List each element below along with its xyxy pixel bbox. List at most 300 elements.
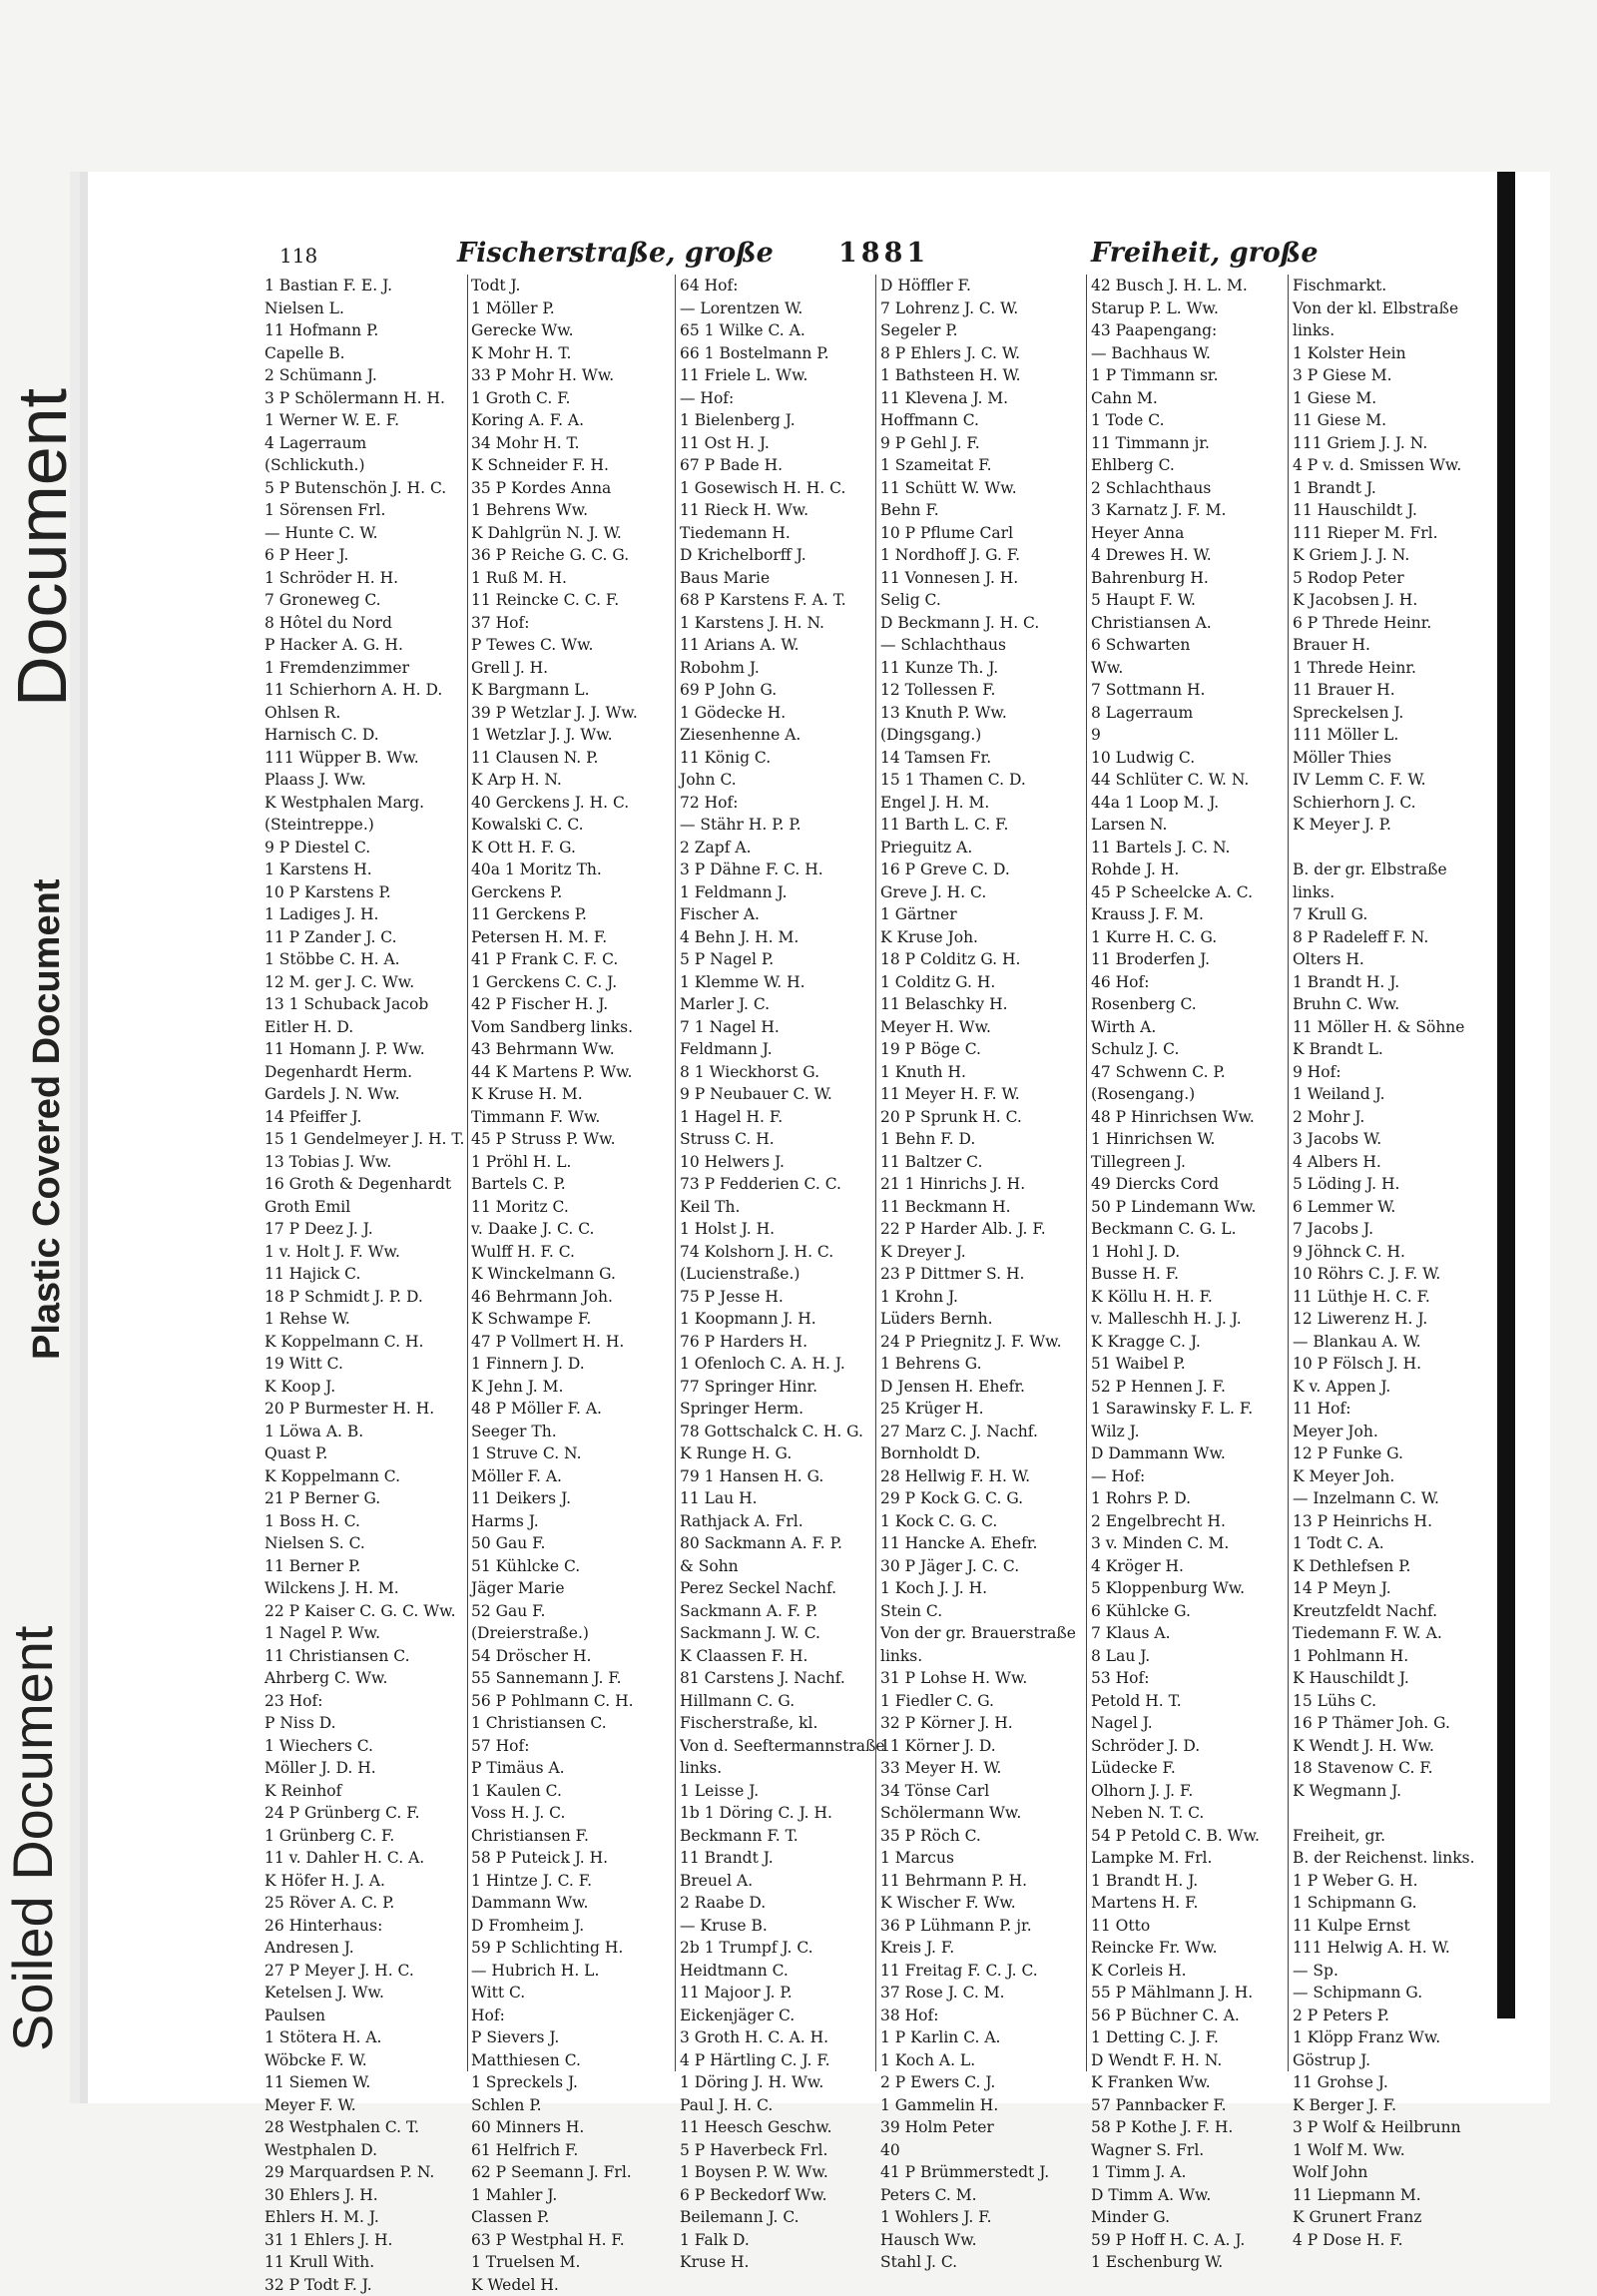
- directory-entry: Stein C.: [880, 1600, 1086, 1623]
- page-edge: [1497, 172, 1515, 2018]
- directory-entry: Quast P.: [265, 1442, 462, 1465]
- directory-entry: Perez Seckel Nachf.: [680, 1577, 875, 1600]
- directory-entry: 11 Rieck H. Ww.: [680, 499, 875, 522]
- directory-entry: Reincke Fr. Ww.: [1091, 1937, 1288, 1960]
- directory-entry: K Brandt L.: [1293, 1038, 1472, 1061]
- directory-entry: 14 Pfeiffer J.: [265, 1106, 462, 1129]
- directory-entry: 1 Knuth H.: [880, 1061, 1086, 1084]
- directory-entry: 6 P Beckedorf Ww.: [680, 2184, 875, 2207]
- directory-entry: Wilz J.: [1091, 1421, 1288, 1443]
- directory-entry: 64 Hof:: [680, 275, 875, 297]
- directory-entry: Ketelsen J. Ww.: [265, 1982, 462, 2005]
- directory-entry: 21 P Berner G.: [265, 1487, 462, 1510]
- directory-entry: 4 P Härtling C. J. F.: [680, 2049, 875, 2072]
- directory-entry: 15 1 Thamen C. D.: [880, 769, 1086, 792]
- directory-entry: 5 P Haverbeck Frl.: [680, 2139, 875, 2162]
- directory-entry: 11 Moritz C.: [471, 1196, 671, 1219]
- directory-entry: Möller F. A.: [471, 1465, 671, 1488]
- side-label-plastic-covered: Plastic Covered Document: [26, 879, 69, 1360]
- directory-entry: 1 Wetzlar J. J. Ww.: [471, 724, 671, 747]
- directory-entry: — Hof:: [1091, 1465, 1288, 1488]
- directory-entry: Nagel J.: [1091, 1712, 1288, 1735]
- directory-entry: 75 P Jesse H.: [680, 1286, 875, 1309]
- directory-entry: 40: [880, 2139, 1086, 2162]
- directory-entry: K Hauschildt J.: [1293, 1667, 1472, 1690]
- directory-entry: 76 P Harders H.: [680, 1331, 875, 1354]
- directory-entry: Wagner S. Frl.: [1091, 2139, 1288, 2162]
- directory-entry: 8 Lagerraum: [1091, 702, 1288, 725]
- directory-entry: 13 1 Schuback Jacob: [265, 993, 462, 1016]
- directory-entry: 63 P Westphal H. F.: [471, 2229, 671, 2252]
- directory-entry: P Sievers J.: [471, 2026, 671, 2049]
- directory-entry: 9 P Diestel C.: [265, 837, 462, 860]
- directory-entry: K Wegmann J.: [1293, 1780, 1472, 1803]
- directory-entry: Meyer H. Ww.: [880, 1016, 1086, 1039]
- directory-entry: 3 P Dähne F. C. H.: [680, 859, 875, 881]
- directory-entry: Harms J.: [471, 1510, 671, 1533]
- directory-entry: (Rosengang.): [1091, 1083, 1288, 1106]
- directory-entry: 51 Kühlcke C.: [471, 1555, 671, 1578]
- directory-entry: 58 P Kothe J. F. H.: [1091, 2116, 1288, 2139]
- directory-entry: 35 P Kordes Anna: [471, 477, 671, 500]
- directory-entry: K Köllu H. H. F.: [1091, 1286, 1288, 1309]
- directory-entry: — Bachhaus W.: [1091, 342, 1288, 365]
- directory-entry: 2 Engelbrecht H.: [1091, 1510, 1288, 1533]
- directory-entry: K Dethlefsen P.: [1293, 1555, 1472, 1578]
- directory-entry: links.: [1293, 319, 1472, 342]
- directory-entry: 1 Brandt J.: [1293, 477, 1472, 500]
- directory-entry: 5 Kloppenburg Ww.: [1091, 1577, 1288, 1600]
- directory-entry: 1 Brandt H. J.: [1091, 1870, 1288, 1893]
- directory-entry: 7 Groneweg C.: [265, 589, 462, 612]
- directory-entry: 8 Lau J.: [1091, 1645, 1288, 1668]
- directory-entry: B. der Reichenst. links.: [1293, 1847, 1472, 1870]
- directory-entry: 50 Gau F.: [471, 1532, 671, 1555]
- directory-entry: 54 P Petold C. B. Ww.: [1091, 1825, 1288, 1848]
- directory-entry: 6 Kühlcke G.: [1091, 1600, 1288, 1623]
- directory-entry: 3 v. Minden C. M.: [1091, 1532, 1288, 1555]
- directory-entry: 27 Marz C. J. Nachf.: [880, 1421, 1086, 1443]
- directory-entry: Tiedemann H.: [680, 522, 875, 545]
- directory-entry: 1 Koopmann J. H.: [680, 1308, 875, 1331]
- directory-entry: D Krichelborff J.: [680, 544, 875, 567]
- directory-entry: 1 v. Holt J. F. Ww.: [265, 1241, 462, 1264]
- directory-entry: Lüdecke F.: [1091, 1757, 1288, 1780]
- directory-entry: 30 P Jäger J. C. C.: [880, 1555, 1086, 1578]
- directory-entry: — Schlachthaus: [880, 634, 1086, 657]
- directory-entry: K Koop J.: [265, 1376, 462, 1399]
- directory-entry: 66 1 Bostelmann P.: [680, 342, 875, 365]
- directory-entry: Baus Marie: [680, 567, 875, 590]
- directory-entry: 13 Knuth P. Ww.: [880, 702, 1086, 725]
- directory-entry: K Schwampe F.: [471, 1308, 671, 1331]
- directory-entry: (Dingsgang.): [880, 724, 1086, 747]
- directory-entry: 20 P Sprunk H. C.: [880, 1106, 1086, 1129]
- directory-entry: 11 Hof:: [1293, 1398, 1472, 1421]
- directory-entry: 65 1 Wilke C. A.: [680, 319, 875, 342]
- directory-entry: — Stähr H. P. P.: [680, 814, 875, 837]
- directory-entry: 11 Heesch Geschw.: [680, 2116, 875, 2139]
- directory-entry: K Claassen F. H.: [680, 1645, 875, 1668]
- directory-entry: Seeger Th.: [471, 1421, 671, 1443]
- directory-entry: Olters H.: [1293, 948, 1472, 971]
- directory-entry: 12 M. ger J. C. Ww.: [265, 971, 462, 994]
- directory-entry: 12 P Funke G.: [1293, 1442, 1472, 1465]
- directory-entry: 2 Raabe D.: [680, 1892, 875, 1915]
- directory-entry: 7 Lohrenz J. C. W.: [880, 297, 1086, 320]
- directory-entry: 1 Krohn J.: [880, 1286, 1086, 1309]
- directory-entry: Möller J. D. H.: [265, 1757, 462, 1780]
- directory-entry: 33 P Mohr H. Ww.: [471, 364, 671, 387]
- directory-entry: 1 Sörensen Frl.: [265, 499, 462, 522]
- directory-entry: 27 P Meyer J. H. C.: [265, 1960, 462, 1983]
- directory-entry: 11 Majoor J. P.: [680, 1982, 875, 2005]
- directory-entry: Schlen P.: [471, 2094, 671, 2117]
- directory-entry: 11 Lau H.: [680, 1487, 875, 1510]
- directory-entry: 1 Leisse J.: [680, 1780, 875, 1803]
- directory-entry: Prieguitz A.: [880, 837, 1086, 860]
- directory-entry: 62 P Seemann J. Frl.: [471, 2161, 671, 2184]
- directory-entry: Gerecke Ww.: [471, 319, 671, 342]
- directory-entry: K Arp H. N.: [471, 769, 671, 792]
- directory-entry: Von d. Seeftermannstraße: [680, 1735, 875, 1758]
- directory-entry: Ehlberg C.: [1091, 454, 1288, 477]
- directory-entry: 17 P Deez J. J.: [265, 1218, 462, 1241]
- directory-entry: 41 P Frank C. F. C.: [471, 948, 671, 971]
- directory-entry: 11 Behrmann P. H.: [880, 1870, 1086, 1893]
- directory-entry: 1 Schipmann G.: [1293, 1892, 1472, 1915]
- directory-entry: Christiansen F.: [471, 1825, 671, 1848]
- directory-entry: Wöbcke F. W.: [265, 2049, 462, 2072]
- directory-entry: links.: [1293, 881, 1472, 904]
- directory-entry: 42 P Fischer H. J.: [471, 993, 671, 1016]
- directory-entry: Tillegreen J.: [1091, 1151, 1288, 1174]
- directory-entry: K Meyer J. P.: [1293, 814, 1472, 837]
- directory-entry: 39 P Wetzlar J. J. Ww.: [471, 702, 671, 725]
- directory-entry: 45 P Scheelcke A. C.: [1091, 881, 1288, 904]
- directory-entry: 1 Hagel H. F.: [680, 1106, 875, 1129]
- directory-entry: 56 P Büchner C. A.: [1091, 2005, 1288, 2027]
- directory-entry: 72 Hof:: [680, 792, 875, 815]
- directory-entry: K Koppelmann C.: [265, 1465, 462, 1488]
- directory-entry: 11 Arians A. W.: [680, 634, 875, 657]
- directory-entry: 1 Gärtner: [880, 903, 1086, 926]
- directory-entry: Rohde J. H.: [1091, 859, 1288, 881]
- directory-entry: [1293, 837, 1472, 860]
- directory-entry: 1 Timm J. A.: [1091, 2161, 1288, 2184]
- directory-entry: 60 Minners H.: [471, 2116, 671, 2139]
- directory-entry: 11 Belaschky H.: [880, 993, 1086, 1016]
- directory-entry: 58 P Puteick J. H.: [471, 1847, 671, 1870]
- directory-entry: Eitler H. D.: [265, 1016, 462, 1039]
- directory-entry: — Hubrich H. L.: [471, 1960, 671, 1983]
- directory-entry: 1 Behn F. D.: [880, 1128, 1086, 1151]
- directory-entry: Keil Th.: [680, 1196, 875, 1219]
- directory-entry: 11 Hajick C.: [265, 1263, 462, 1286]
- directory-entry: (Schlickuth.): [265, 454, 462, 477]
- directory-entry: 111 Möller L.: [1293, 724, 1472, 747]
- directory-entry: 1 Bielenberg J.: [680, 409, 875, 432]
- directory-entry: 9: [1091, 724, 1288, 747]
- directory-entry: K Dahlgrün N. J. W.: [471, 522, 671, 545]
- directory-entry: K Winckelmann G.: [471, 1263, 671, 1286]
- directory-entry: Bartels C. P.: [471, 1173, 671, 1196]
- directory-entry: 11 Deikers J.: [471, 1487, 671, 1510]
- directory-entry: 11 Liepmann M.: [1293, 2184, 1472, 2207]
- directory-entry: 4 Lagerraum: [265, 432, 462, 455]
- directory-entry: 11 P Zander J. C.: [265, 926, 462, 949]
- directory-entry: 1 Szameitat F.: [880, 454, 1086, 477]
- directory-entry: 41 P Brümmerstedt J.: [880, 2161, 1086, 2184]
- directory-entry: 61 Helfrich F.: [471, 2139, 671, 2162]
- directory-entry: Schröder J. D.: [1091, 1735, 1288, 1758]
- directory-entry: 47 P Vollmert H. H.: [471, 1331, 671, 1354]
- directory-entry: 3 P Schölermann H. H.: [265, 387, 462, 410]
- directory-entry: Paul J. H. C.: [680, 2094, 875, 2117]
- directory-entry: K Koppelmann C. H.: [265, 1331, 462, 1354]
- directory-entry: 13 P Heinrichs H.: [1293, 1510, 1472, 1533]
- directory-entry: 3 P Giese M.: [1293, 364, 1472, 387]
- directory-entry: Classen P.: [471, 2206, 671, 2229]
- directory-entry: 111 Rieper M. Frl.: [1293, 522, 1472, 545]
- directory-entry: 2 Schlachthaus: [1091, 477, 1288, 500]
- directory-entry: 1 Löwa A. B.: [265, 1421, 462, 1443]
- directory-entry: 37 Hof:: [471, 612, 671, 635]
- directory-entry: John C.: [680, 769, 875, 792]
- directory-entry: 18 Stavenow C. F.: [1293, 1757, 1472, 1780]
- directory-entry: 48 P Hinrichsen Ww.: [1091, 1106, 1288, 1129]
- directory-entry: 3 P Wolf & Heilbrunn: [1293, 2116, 1472, 2139]
- directory-entry: 11 Kunze Th. J.: [880, 657, 1086, 680]
- directory-entry: Schölermann Ww.: [880, 1802, 1086, 1825]
- directory-entry: 42 Busch J. H. L. M.: [1091, 275, 1288, 297]
- directory-entry: Kruse H.: [680, 2251, 875, 2274]
- directory-entry: 1 Gammelin H.: [880, 2094, 1086, 2117]
- directory-entry: Matthiesen C.: [471, 2049, 671, 2072]
- directory-entry: D Timm A. Ww.: [1091, 2184, 1288, 2207]
- directory-entry: Beckmann C. G. L.: [1091, 1218, 1288, 1241]
- directory-entry: Fischmarkt.: [1293, 275, 1472, 297]
- directory-entry: 1 Schröder H. H.: [265, 567, 462, 590]
- directory-entry: 1 Hintze J. C. F.: [471, 1870, 671, 1893]
- directory-entry: 78 Gottschalck C. H. G.: [680, 1421, 875, 1443]
- directory-entry: Nielsen S. C.: [265, 1532, 462, 1555]
- directory-entry: 4 Behn J. H. M.: [680, 926, 875, 949]
- directory-column: [471, 275, 671, 2071]
- header-left-title: Fischerstraße, große: [457, 238, 774, 269]
- directory-entry: Dammann Ww.: [471, 1892, 671, 1915]
- directory-entry: 57 Pannbacker F.: [1091, 2094, 1288, 2117]
- directory-entry: 16 Groth & Degenhardt: [265, 1173, 462, 1196]
- directory-entry: — Hunte C. W.: [265, 522, 462, 545]
- directory-entry: 1 Möller P.: [471, 297, 671, 320]
- directory-entry: links.: [880, 1645, 1086, 1668]
- directory-entry: 1 Weiland J.: [1293, 1083, 1472, 1106]
- directory-entry: Starup P. L. Ww.: [1091, 297, 1288, 320]
- directory-entry: Ww.: [1091, 657, 1288, 680]
- directory-entry: 11 Schierhorn A. H. D.: [265, 679, 462, 702]
- directory-entry: Paulsen: [265, 2005, 462, 2027]
- directory-entry: Christiansen A.: [1091, 612, 1288, 635]
- directory-entry: 1 Wohlers J. F.: [880, 2206, 1086, 2229]
- directory-entry: Struss C. H.: [680, 1128, 875, 1151]
- directory-entry: 15 1 Gendelmeyer J. H. T.: [265, 1128, 462, 1151]
- directory-entry: Tiedemann F. W. A.: [1293, 1622, 1472, 1645]
- directory-entry: 36 P Reiche G. C. G.: [471, 544, 671, 567]
- directory-entry: 2 Mohr J.: [1293, 1106, 1472, 1129]
- page-number: 118: [279, 244, 317, 268]
- directory-entry: Engel J. H. M.: [880, 792, 1086, 815]
- directory-entry: 11 Gerckens P.: [471, 903, 671, 926]
- directory-entry: 51 Waibel P.: [1091, 1353, 1288, 1376]
- directory-entry: 37 Rose J. C. M.: [880, 1982, 1086, 2005]
- directory-entry: K Höfer H. J. A.: [265, 1870, 462, 1893]
- directory-entry: links.: [680, 1757, 875, 1780]
- directory-entry: Heidtmann C.: [680, 1960, 875, 1983]
- directory-entry: 10 Helwers J.: [680, 1151, 875, 1174]
- directory-entry: 10 Röhrs C. J. F. W.: [1293, 1263, 1472, 1286]
- directory-entry: 1 Wiechers C.: [265, 1735, 462, 1758]
- directory-entry: K Westphalen Marg.: [265, 792, 462, 815]
- directory-entry: 24 P Priegnitz J. F. Ww.: [880, 1331, 1086, 1354]
- directory-entry: Grell J. H.: [471, 657, 671, 680]
- directory-entry: Von der gr. Brauerstraße: [880, 1622, 1086, 1645]
- directory-entry: 1 Kaulen C.: [471, 1780, 671, 1803]
- directory-entry: K Bargmann L.: [471, 679, 671, 702]
- directory-entry: 2 P Peters P.: [1293, 2005, 1472, 2027]
- directory-entry: 1 Behrens Ww.: [471, 499, 671, 522]
- directory-entry: 11 Clausen N. P.: [471, 747, 671, 770]
- directory-entry: 2 Zapf A.: [680, 837, 875, 860]
- directory-entry: 11 v. Dahler H. C. A.: [265, 1847, 462, 1870]
- directory-entry: Greve J. H. C.: [880, 881, 1086, 904]
- directory-entry: 67 P Bade H.: [680, 454, 875, 477]
- directory-entry: 31 1 Ehlers J. H.: [265, 2229, 462, 2252]
- directory-entry: Cahn M.: [1091, 387, 1288, 410]
- header-right-title: Freiheit, große: [1091, 238, 1319, 269]
- directory-entry: Lampke M. Frl.: [1091, 1847, 1288, 1870]
- directory-entry: 1 Pröhl H. L.: [471, 1151, 671, 1174]
- directory-entry: 11 Möller H. & Söhne: [1293, 1016, 1472, 1039]
- directory-entry: Krauss J. F. M.: [1091, 903, 1288, 926]
- directory-entry: 11 Körner J. D.: [880, 1735, 1086, 1758]
- directory-entry: 6 P Threde Heinr.: [1293, 612, 1472, 635]
- directory-entry: (Lucienstraße.): [680, 1263, 875, 1286]
- directory-entry: 7 1 Nagel H.: [680, 1016, 875, 1039]
- directory-entry: 1 Gosewisch H. H. C.: [680, 477, 875, 500]
- directory-entry: 73 P Fedderien C. C.: [680, 1173, 875, 1196]
- directory-entry: 1 Mahler J.: [471, 2184, 671, 2207]
- directory-entry: K Berger J. F.: [1293, 2094, 1472, 2117]
- directory-entry: Harnisch C. D.: [265, 724, 462, 747]
- directory-entry: 8 1 Wieckhorst G.: [680, 1061, 875, 1084]
- directory-entry: 11 Krull With.: [265, 2251, 462, 2274]
- directory-entry: 11 Klevena J. M.: [880, 387, 1086, 410]
- directory-entry: P Niss D.: [265, 1712, 462, 1735]
- directory-column: [680, 275, 875, 2071]
- directory-entry: 1 Bastian F. E. J.: [265, 275, 462, 297]
- directory-entry: 49 Diercks Cord: [1091, 1173, 1288, 1196]
- directory-entry: 1 Eschenburg W.: [1091, 2251, 1288, 2274]
- directory-entry: 11 Reincke C. C. F.: [471, 589, 671, 612]
- directory-entry: 68 P Karstens F. A. T.: [680, 589, 875, 612]
- directory-entry: Meyer Joh.: [1293, 1421, 1472, 1443]
- directory-entry: Wulff H. F. C.: [471, 1241, 671, 1264]
- directory-entry: Bruhn C. Ww.: [1293, 993, 1472, 1016]
- directory-entry: 1 Stöbbe C. H. A.: [265, 948, 462, 971]
- directory-entry: K Wendt J. H. Ww.: [1293, 1735, 1472, 1758]
- directory-entry: 2 P Ewers C. J.: [880, 2071, 1086, 2094]
- directory-entry: Heyer Anna: [1091, 522, 1288, 545]
- directory-entry: Von der kl. Elbstraße: [1293, 297, 1472, 320]
- directory-entry: 11 Siemen W.: [265, 2071, 462, 2094]
- header-year: 1881: [838, 238, 929, 269]
- directory-body: [265, 275, 1472, 2071]
- directory-entry: 11 Brauer H.: [1293, 679, 1472, 702]
- directory-entry: 40a 1 Moritz Th.: [471, 859, 671, 881]
- directory-entry: Rosenberg C.: [1091, 993, 1288, 1016]
- directory-entry: K Reinhof: [265, 1780, 462, 1803]
- directory-entry: 11 Homann J. P. Ww.: [265, 1038, 462, 1061]
- directory-entry: Behn F.: [880, 499, 1086, 522]
- side-label-soiled: Soiled Document: [0, 1626, 65, 2051]
- directory-entry: — Hof:: [680, 387, 875, 410]
- directory-entry: 22 P Kaiser C. G. C. Ww.: [265, 1600, 462, 1623]
- directory-entry: 81 Carstens J. Nachf.: [680, 1667, 875, 1690]
- directory-entry: 23 P Dittmer S. H.: [880, 1263, 1086, 1286]
- directory-entry: Kreutzfeldt Nachf.: [1293, 1600, 1472, 1623]
- directory-entry: 1 Truelsen M.: [471, 2251, 671, 2274]
- directory-entry: 18 P Schmidt J. P. D.: [265, 1286, 462, 1309]
- directory-entry: 5 Haupt F. W.: [1091, 589, 1288, 612]
- directory-entry: 5 Löding J. H.: [1293, 1173, 1472, 1196]
- directory-entry: 1 Bathsteen H. W.: [880, 364, 1086, 387]
- directory-entry: 1 Nagel P. Ww.: [265, 1622, 462, 1645]
- directory-entry: 28 Hellwig F. H. W.: [880, 1465, 1086, 1488]
- directory-entry: 16 P Greve C. D.: [880, 859, 1086, 881]
- directory-entry: Beilemann J. C.: [680, 2206, 875, 2229]
- directory-entry: — Schipmann G.: [1293, 1982, 1472, 2005]
- directory-entry: 43 Behrmann Ww.: [471, 1038, 671, 1061]
- directory-entry: 1 Ladiges J. H.: [265, 903, 462, 926]
- directory-entry: 8 Hôtel du Nord: [265, 612, 462, 635]
- directory-entry: v. Malleschh H. J. J.: [1091, 1308, 1288, 1331]
- directory-entry: 44 Schlüter C. W. N.: [1091, 769, 1288, 792]
- directory-entry: 11 Berner P.: [265, 1555, 462, 1578]
- directory-entry: Busse H. F.: [1091, 1263, 1288, 1286]
- directory-entry: 19 Witt C.: [265, 1353, 462, 1376]
- directory-entry: Stahl J. C.: [880, 2251, 1086, 2274]
- directory-entry: D Fromheim J.: [471, 1915, 671, 1938]
- directory-entry: 21 1 Hinrichs J. H.: [880, 1173, 1086, 1196]
- directory-entry: 1 Hohl J. D.: [1091, 1241, 1288, 1264]
- directory-entry: 4 Kröger H.: [1091, 1555, 1288, 1578]
- directory-entry: 59 P Schlichting H.: [471, 1937, 671, 1960]
- directory-entry: Ziesenhenne A.: [680, 724, 875, 747]
- directory-entry: 32 P Todt F. J.: [265, 2274, 462, 2296]
- directory-entry: K Kragge C. J.: [1091, 1331, 1288, 1354]
- directory-entry: 9 Jöhnck C. H.: [1293, 1241, 1472, 1264]
- directory-entry: 5 P Nagel P.: [680, 948, 875, 971]
- directory-entry: K Meyer Joh.: [1293, 1465, 1472, 1488]
- directory-entry: 56 P Pohlmann C. H.: [471, 1690, 671, 1713]
- directory-entry: 79 1 Hansen H. G.: [680, 1465, 875, 1488]
- directory-entry: Feldmann J.: [680, 1038, 875, 1061]
- directory-entry: 1 Klöpp Franz Ww.: [1293, 2026, 1472, 2049]
- directory-entry: — Kruse B.: [680, 1915, 875, 1938]
- directory-entry: 47 Schwenn C. P.: [1091, 1061, 1288, 1084]
- directory-entry: 40 Gerckens J. H. C.: [471, 792, 671, 815]
